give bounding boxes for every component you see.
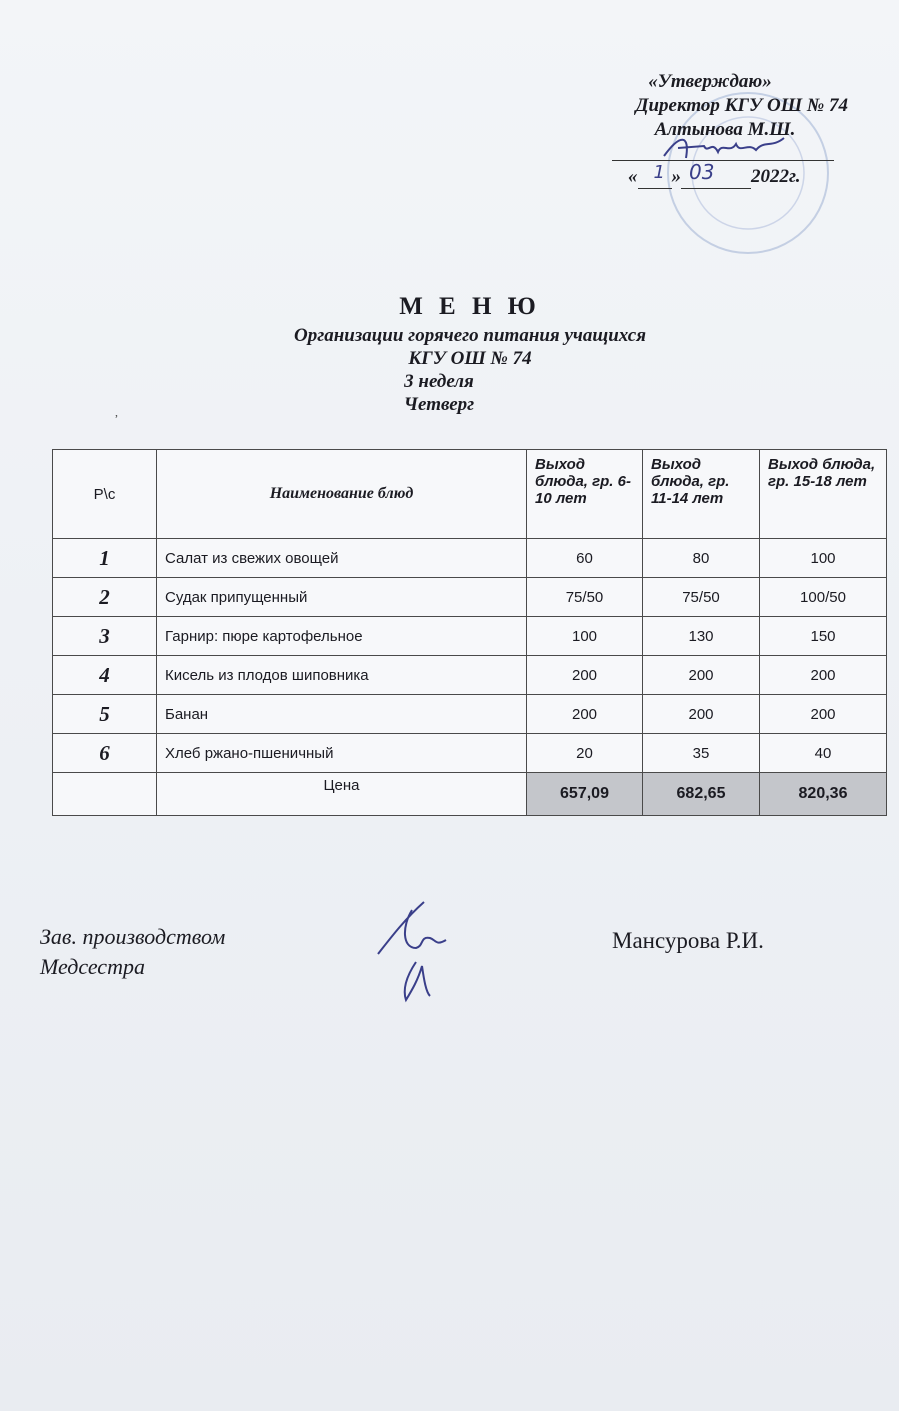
table-row [53, 695, 887, 734]
production-manager-role: Зав. производством [40, 924, 226, 949]
output-6-10: 20 [527, 734, 643, 773]
organization-line: Организации горячего питания учащихся [293, 325, 647, 346]
table-header-row [53, 450, 887, 539]
output-15-18: 100/50 [760, 578, 887, 617]
date-year: 2022г. [751, 166, 801, 187]
date-quote-close: » [671, 166, 681, 187]
table-row [53, 734, 887, 773]
row-number: 2 [53, 578, 157, 617]
table-row [53, 656, 887, 695]
date-day: 1 [653, 162, 665, 183]
price-15-18: 820,36 [760, 773, 887, 816]
output-15-18: 100 [760, 539, 887, 578]
output-6-10: 200 [527, 695, 643, 734]
dish-name: Судак припущенный [157, 578, 527, 617]
school-line: КГУ ОШ № 74 [408, 348, 532, 369]
price-6-10: 657,09 [527, 773, 643, 816]
output-11-14: 80 [643, 539, 760, 578]
approval-name: Алтынова М.Ш. [654, 119, 796, 140]
date-month: 03 [689, 160, 715, 184]
price-label: Цена [157, 773, 527, 816]
header-row-number: Р\с [53, 450, 157, 539]
output-11-14: 130 [643, 617, 760, 656]
menu-heading: М Е Н Ю [399, 293, 541, 320]
header-output-11-14: Выход блюда, гр. 11-14 лет [643, 450, 760, 539]
approval-director: Директор КГУ ОШ № 74 [635, 95, 848, 116]
signer-name: Мансурова Р.И. [612, 928, 764, 953]
output-15-18: 200 [760, 695, 887, 734]
output-15-18: 40 [760, 734, 887, 773]
dish-name: Салат из свежих овощей [157, 539, 527, 578]
footer-signatures [372, 896, 462, 1011]
output-6-10: 100 [527, 617, 643, 656]
day-line: Четверг [403, 394, 475, 415]
nurse-role: Медсестра [40, 954, 145, 979]
menu-table [52, 449, 887, 816]
signature-line [612, 160, 834, 161]
table-row [53, 617, 887, 656]
output-11-14: 200 [643, 656, 760, 695]
dish-name: Гарнир: пюре картофельное [157, 617, 527, 656]
row-number: 3 [53, 617, 157, 656]
approval-date [628, 160, 801, 189]
header-output-15-18: Выход блюда, гр. 15-18 лет [760, 450, 887, 539]
row-number: 6 [53, 734, 157, 773]
header-dish-name: Наименование блюд [157, 450, 527, 539]
date-quote-open: « [628, 166, 638, 187]
output-6-10: 75/50 [527, 578, 643, 617]
row-number: 5 [53, 695, 157, 734]
table-row [53, 578, 887, 617]
header-output-6-10: Выход блюда, гр. 6-10 лет [527, 450, 643, 539]
row-number: 1 [53, 539, 157, 578]
output-11-14: 35 [643, 734, 760, 773]
dish-name: Банан [157, 695, 527, 734]
table-row [53, 539, 887, 578]
output-6-10: 200 [527, 656, 643, 695]
price-row [53, 773, 887, 816]
output-11-14: 200 [643, 695, 760, 734]
stray-mark: , [115, 405, 118, 419]
output-11-14: 75/50 [643, 578, 760, 617]
output-15-18: 200 [760, 656, 887, 695]
output-15-18: 150 [760, 617, 887, 656]
approval-heading: «Утверждаю» [648, 71, 772, 92]
week-line: 3 неделя [404, 371, 474, 392]
dish-name: Кисель из плодов шиповника [157, 656, 527, 695]
dish-name: Хлеб ржано-пшеничный [157, 734, 527, 773]
row-number: 4 [53, 656, 157, 695]
menu-title-block [180, 292, 760, 416]
output-6-10: 60 [527, 539, 643, 578]
price-11-14: 682,65 [643, 773, 760, 816]
price-row-empty-cell [53, 773, 157, 816]
